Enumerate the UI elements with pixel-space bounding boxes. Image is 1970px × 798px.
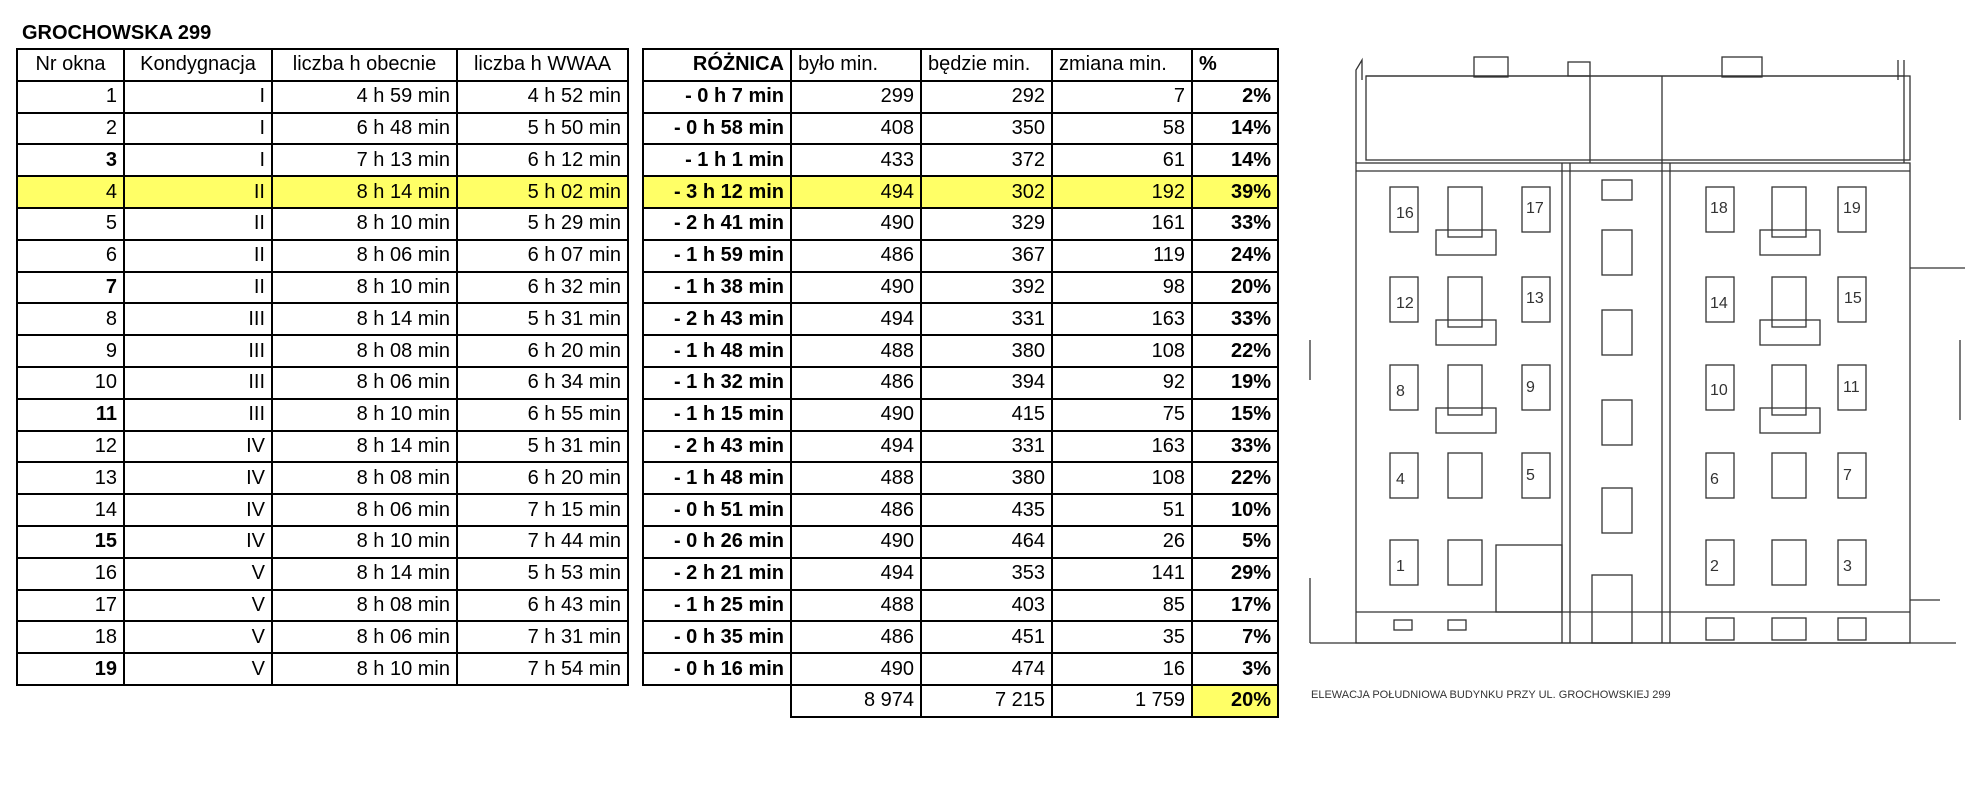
storey: V <box>124 590 272 622</box>
percent-change: 22% <box>1192 335 1278 367</box>
hours-wwaa: 6 h 07 min <box>457 240 628 272</box>
window-label: 14 <box>1710 295 1728 312</box>
storey: IV <box>124 526 272 558</box>
percent-change: 7% <box>1192 621 1278 653</box>
table-row <box>17 303 628 335</box>
window-label: 2 <box>1710 558 1719 575</box>
minutes-after: 464 <box>921 526 1052 558</box>
hours-wwaa: 6 h 20 min <box>457 462 628 494</box>
difference: - 2 h 41 min <box>643 208 791 240</box>
minutes-before: 494 <box>791 303 921 335</box>
table-row <box>643 399 1278 431</box>
minutes-after: 350 <box>921 113 1052 145</box>
table-row <box>643 653 1278 685</box>
storey: III <box>124 367 272 399</box>
column-header: było min. <box>791 49 921 81</box>
hours-wwaa: 5 h 31 min <box>457 303 628 335</box>
window-label: 1 <box>1396 558 1405 575</box>
minutes-change: 108 <box>1052 335 1192 367</box>
minutes-after: 451 <box>921 621 1052 653</box>
percent-change: 39% <box>1192 176 1278 208</box>
hours-wwaa: 6 h 55 min <box>457 399 628 431</box>
minutes-before: 486 <box>791 494 921 526</box>
table-row <box>17 653 628 685</box>
percent-change: 19% <box>1192 367 1278 399</box>
table-row <box>643 240 1278 272</box>
storey: V <box>124 621 272 653</box>
column-header: będzie min. <box>921 49 1052 81</box>
difference-table <box>642 48 1279 718</box>
window-number: 7 <box>17 272 124 304</box>
percent-change: 33% <box>1192 303 1278 335</box>
difference: - 1 h 59 min <box>643 240 791 272</box>
table-row <box>643 144 1278 176</box>
table-row <box>643 590 1278 622</box>
difference: - 1 h 38 min <box>643 272 791 304</box>
window-number: 19 <box>17 653 124 685</box>
drawing-caption: ELEWACJA POŁUDNIOWA BUDYNKU PRZY UL. GROCHOWSKIEJ 299 <box>1311 689 1671 701</box>
table-row <box>643 431 1278 463</box>
window-label: 5 <box>1526 467 1535 484</box>
window-number: 16 <box>17 558 124 590</box>
window-label: 13 <box>1526 290 1544 307</box>
percent-change: 5% <box>1192 526 1278 558</box>
minutes-before: 490 <box>791 526 921 558</box>
window-number: 4 <box>17 176 124 208</box>
minutes-before: 494 <box>791 176 921 208</box>
storey: II <box>124 176 272 208</box>
difference: - 2 h 21 min <box>643 558 791 590</box>
minutes-after: 380 <box>921 462 1052 494</box>
hours-wwaa: 7 h 44 min <box>457 526 628 558</box>
storey: II <box>124 208 272 240</box>
hours-wwaa: 7 h 15 min <box>457 494 628 526</box>
minutes-after: 331 <box>921 431 1052 463</box>
minutes-after: 292 <box>921 81 1052 113</box>
difference: - 0 h 16 min <box>643 653 791 685</box>
window-number: 10 <box>17 367 124 399</box>
table-row <box>643 335 1278 367</box>
storey: III <box>124 335 272 367</box>
table-row <box>17 399 628 431</box>
window-label: 6 <box>1710 471 1719 488</box>
hours-current: 8 h 10 min <box>272 526 457 558</box>
minutes-after: 380 <box>921 335 1052 367</box>
hours-current: 8 h 14 min <box>272 431 457 463</box>
window-number: 3 <box>17 144 124 176</box>
window-label: 16 <box>1396 205 1414 222</box>
difference: - 0 h 51 min <box>643 494 791 526</box>
table-row <box>643 558 1278 590</box>
difference: - 1 h 32 min <box>643 367 791 399</box>
difference: - 0 h 35 min <box>643 621 791 653</box>
table-row <box>17 176 628 208</box>
minutes-after: 302 <box>921 176 1052 208</box>
table-row <box>17 526 628 558</box>
hours-current: 8 h 10 min <box>272 399 457 431</box>
totals-row <box>643 685 1278 717</box>
minutes-after: 392 <box>921 272 1052 304</box>
table-row <box>17 81 628 113</box>
minutes-before: 486 <box>791 240 921 272</box>
minutes-change: 192 <box>1052 176 1192 208</box>
window-label: 11 <box>1843 379 1860 396</box>
hours-wwaa: 5 h 50 min <box>457 113 628 145</box>
hours-wwaa: 5 h 53 min <box>457 558 628 590</box>
column-header: liczba h WWAA <box>457 49 628 81</box>
hours-current: 8 h 14 min <box>272 558 457 590</box>
window-number: 5 <box>17 208 124 240</box>
hours-wwaa: 6 h 32 min <box>457 272 628 304</box>
table-row <box>643 81 1278 113</box>
hours-wwaa: 7 h 54 min <box>457 653 628 685</box>
minutes-before: 433 <box>791 144 921 176</box>
hours-wwaa: 5 h 31 min <box>457 431 628 463</box>
table-row <box>643 494 1278 526</box>
minutes-before: 490 <box>791 399 921 431</box>
minutes-before: 488 <box>791 590 921 622</box>
window-label: 8 <box>1396 383 1405 400</box>
percent-change: 22% <box>1192 462 1278 494</box>
total-minutes-after: 7 215 <box>921 685 1052 717</box>
difference: - 1 h 1 min <box>643 144 791 176</box>
minutes-change: 7 <box>1052 81 1192 113</box>
table-row <box>17 144 628 176</box>
column-header: RÓŻNICA <box>643 49 791 81</box>
hours-current: 8 h 08 min <box>272 462 457 494</box>
percent-change: 17% <box>1192 590 1278 622</box>
window-label: 10 <box>1710 382 1728 399</box>
table-row <box>643 208 1278 240</box>
percent-change: 33% <box>1192 431 1278 463</box>
hours-current: 4 h 59 min <box>272 81 457 113</box>
hours-current: 8 h 08 min <box>272 335 457 367</box>
total-minutes-before: 8 974 <box>791 685 921 717</box>
page-title: GROCHOWSKA 299 <box>22 22 212 44</box>
hours-wwaa: 7 h 31 min <box>457 621 628 653</box>
table-row <box>643 176 1278 208</box>
table-row <box>17 240 628 272</box>
table-row <box>643 303 1278 335</box>
storey: IV <box>124 431 272 463</box>
window-label: 7 <box>1843 467 1852 484</box>
column-header: Nr okna <box>17 49 124 81</box>
hours-current: 6 h 48 min <box>272 113 457 145</box>
hours-wwaa: 6 h 34 min <box>457 367 628 399</box>
hours-wwaa: 4 h 52 min <box>457 81 628 113</box>
table-row <box>643 621 1278 653</box>
table-row <box>17 367 628 399</box>
table-row <box>17 431 628 463</box>
window-label: 3 <box>1843 558 1852 575</box>
window-number: 17 <box>17 590 124 622</box>
minutes-after: 353 <box>921 558 1052 590</box>
window-number: 1 <box>17 81 124 113</box>
window-label: 17 <box>1526 200 1544 217</box>
storey: V <box>124 558 272 590</box>
window-number: 9 <box>17 335 124 367</box>
minutes-after: 329 <box>921 208 1052 240</box>
difference: - 1 h 25 min <box>643 590 791 622</box>
minutes-after: 403 <box>921 590 1052 622</box>
hours-current: 8 h 10 min <box>272 653 457 685</box>
hours-wwaa: 5 h 29 min <box>457 208 628 240</box>
table-row <box>643 526 1278 558</box>
minutes-before: 490 <box>791 208 921 240</box>
percent-change: 15% <box>1192 399 1278 431</box>
minutes-before: 299 <box>791 81 921 113</box>
window-number: 2 <box>17 113 124 145</box>
hours-current: 8 h 14 min <box>272 303 457 335</box>
percent-change: 14% <box>1192 144 1278 176</box>
difference: - 0 h 58 min <box>643 113 791 145</box>
difference: - 1 h 48 min <box>643 462 791 494</box>
minutes-change: 92 <box>1052 367 1192 399</box>
percent-change: 33% <box>1192 208 1278 240</box>
table-row <box>17 272 628 304</box>
window-hours-table <box>16 48 629 686</box>
total-percent: 20% <box>1192 685 1278 717</box>
minutes-after: 435 <box>921 494 1052 526</box>
minutes-change: 75 <box>1052 399 1192 431</box>
window-number: 12 <box>17 431 124 463</box>
percent-change: 20% <box>1192 272 1278 304</box>
storey: II <box>124 240 272 272</box>
hours-wwaa: 6 h 20 min <box>457 335 628 367</box>
difference: - 3 h 12 min <box>643 176 791 208</box>
window-label: 4 <box>1396 471 1405 488</box>
minutes-after: 367 <box>921 240 1052 272</box>
minutes-change: 108 <box>1052 462 1192 494</box>
storey: I <box>124 81 272 113</box>
table-row <box>17 462 628 494</box>
column-header: Kondygnacja <box>124 49 272 81</box>
storey: III <box>124 399 272 431</box>
totals-spacer <box>643 685 791 717</box>
hours-current: 8 h 10 min <box>272 272 457 304</box>
hours-current: 8 h 08 min <box>272 590 457 622</box>
window-number: 18 <box>17 621 124 653</box>
building-elevation-drawing <box>1300 40 1965 680</box>
minutes-before: 486 <box>791 367 921 399</box>
minutes-change: 85 <box>1052 590 1192 622</box>
storey: V <box>124 653 272 685</box>
table-row <box>643 367 1278 399</box>
table-row <box>643 462 1278 494</box>
minutes-before: 486 <box>791 621 921 653</box>
storey: III <box>124 303 272 335</box>
minutes-before: 494 <box>791 431 921 463</box>
minutes-before: 494 <box>791 558 921 590</box>
minutes-before: 490 <box>791 272 921 304</box>
minutes-before: 488 <box>791 462 921 494</box>
minutes-before: 408 <box>791 113 921 145</box>
storey: II <box>124 272 272 304</box>
window-label: 19 <box>1843 200 1861 217</box>
minutes-after: 474 <box>921 653 1052 685</box>
window-number: 15 <box>17 526 124 558</box>
minutes-change: 163 <box>1052 431 1192 463</box>
column-header: liczba h obecnie <box>272 49 457 81</box>
minutes-before: 490 <box>791 653 921 685</box>
hours-current: 8 h 06 min <box>272 621 457 653</box>
window-number: 11 <box>17 399 124 431</box>
hours-current: 7 h 13 min <box>272 144 457 176</box>
storey: IV <box>124 462 272 494</box>
percent-change: 2% <box>1192 81 1278 113</box>
minutes-change: 26 <box>1052 526 1192 558</box>
percent-change: 24% <box>1192 240 1278 272</box>
minutes-change: 163 <box>1052 303 1192 335</box>
total-minutes-change: 1 759 <box>1052 685 1192 717</box>
window-number: 14 <box>17 494 124 526</box>
minutes-change: 161 <box>1052 208 1192 240</box>
storey: IV <box>124 494 272 526</box>
percent-change: 29% <box>1192 558 1278 590</box>
minutes-change: 35 <box>1052 621 1192 653</box>
column-header: zmiana min. <box>1052 49 1192 81</box>
percent-change: 14% <box>1192 113 1278 145</box>
minutes-change: 58 <box>1052 113 1192 145</box>
table-row <box>17 621 628 653</box>
difference: - 1 h 48 min <box>643 335 791 367</box>
window-number: 13 <box>17 462 124 494</box>
hours-wwaa: 6 h 43 min <box>457 590 628 622</box>
hours-wwaa: 6 h 12 min <box>457 144 628 176</box>
hours-wwaa: 5 h 02 min <box>457 176 628 208</box>
window-label: 9 <box>1526 379 1535 396</box>
table-row <box>643 272 1278 304</box>
column-header: % <box>1192 49 1278 81</box>
storey: I <box>124 113 272 145</box>
table-row <box>17 590 628 622</box>
table-row <box>643 113 1278 145</box>
table-row <box>17 113 628 145</box>
hours-current: 8 h 06 min <box>272 240 457 272</box>
table-row <box>17 208 628 240</box>
minutes-change: 141 <box>1052 558 1192 590</box>
difference: - 0 h 7 min <box>643 81 791 113</box>
difference: - 1 h 15 min <box>643 399 791 431</box>
difference: - 0 h 26 min <box>643 526 791 558</box>
table-header-row <box>17 49 628 81</box>
window-label: 12 <box>1396 295 1414 312</box>
storey: I <box>124 144 272 176</box>
minutes-change: 51 <box>1052 494 1192 526</box>
percent-change: 10% <box>1192 494 1278 526</box>
minutes-change: 16 <box>1052 653 1192 685</box>
percent-change: 3% <box>1192 653 1278 685</box>
hours-current: 8 h 06 min <box>272 494 457 526</box>
table-row <box>17 558 628 590</box>
window-number: 8 <box>17 303 124 335</box>
table-header-row <box>643 49 1278 81</box>
minutes-after: 415 <box>921 399 1052 431</box>
minutes-after: 394 <box>921 367 1052 399</box>
difference: - 2 h 43 min <box>643 303 791 335</box>
minutes-change: 61 <box>1052 144 1192 176</box>
minutes-after: 331 <box>921 303 1052 335</box>
table-row <box>17 494 628 526</box>
minutes-change: 98 <box>1052 272 1192 304</box>
window-label: 18 <box>1710 200 1728 217</box>
window-label: 15 <box>1844 290 1862 307</box>
minutes-change: 119 <box>1052 240 1192 272</box>
hours-current: 8 h 10 min <box>272 208 457 240</box>
minutes-before: 488 <box>791 335 921 367</box>
difference: - 2 h 43 min <box>643 431 791 463</box>
hours-current: 8 h 06 min <box>272 367 457 399</box>
minutes-after: 372 <box>921 144 1052 176</box>
hours-current: 8 h 14 min <box>272 176 457 208</box>
table-row <box>17 335 628 367</box>
window-number: 6 <box>17 240 124 272</box>
